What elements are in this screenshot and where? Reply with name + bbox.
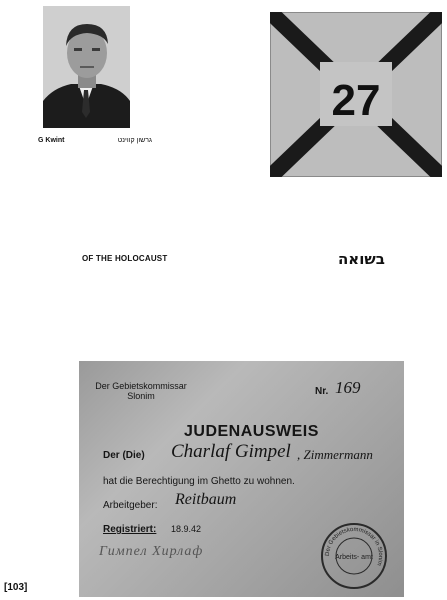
page-number: [103]	[4, 582, 28, 593]
badge-graphic	[270, 12, 442, 177]
heading-english: OF THE HOLOCAUST	[82, 254, 168, 263]
jewish-id-card	[79, 361, 404, 597]
portrait-caption	[30, 137, 160, 149]
stamp-center-text: Arbeits- amt	[335, 554, 373, 561]
authority-line-1: Der Gebietskommissar	[95, 381, 187, 391]
number-value: 169	[335, 378, 361, 397]
prisoner-number-badge	[270, 12, 442, 177]
holder-name: Charlaf Gimpel	[171, 441, 291, 462]
issuing-authority	[91, 381, 191, 401]
heading-hebrew: בשואה	[338, 250, 385, 268]
employer-label: Arbeitgeber:	[103, 500, 158, 511]
stamp-seal	[319, 521, 389, 591]
holder-signature: Гимпел Хирлаф	[99, 544, 204, 559]
employer-value: Reitbaum	[175, 491, 237, 508]
holder-occupation: , Zimmermann	[297, 447, 373, 462]
holder-prefix: Der (Die)	[103, 450, 145, 461]
permission-text: hat die Berechtigung im Ghetto zu wohnen.	[103, 476, 295, 487]
registered-label: Registriert:	[103, 524, 157, 535]
badge-number: 27	[331, 76, 381, 125]
authority-line-2: Slonim	[127, 391, 155, 401]
caption-hebrew-name: גרשון קווינט	[117, 137, 152, 144]
number-label: Nr.	[315, 386, 329, 397]
registered-date: 18.9.42	[171, 524, 202, 534]
document-title: JUDENAUSWEIS	[184, 423, 319, 440]
portrait-photo	[43, 6, 130, 128]
official-stamp	[319, 521, 389, 596]
stamp-ring-text: Der Gebietskommissar in Slonim	[324, 526, 384, 567]
caption-latin-name: G Kwint	[38, 137, 65, 144]
portrait-figure	[43, 6, 130, 128]
